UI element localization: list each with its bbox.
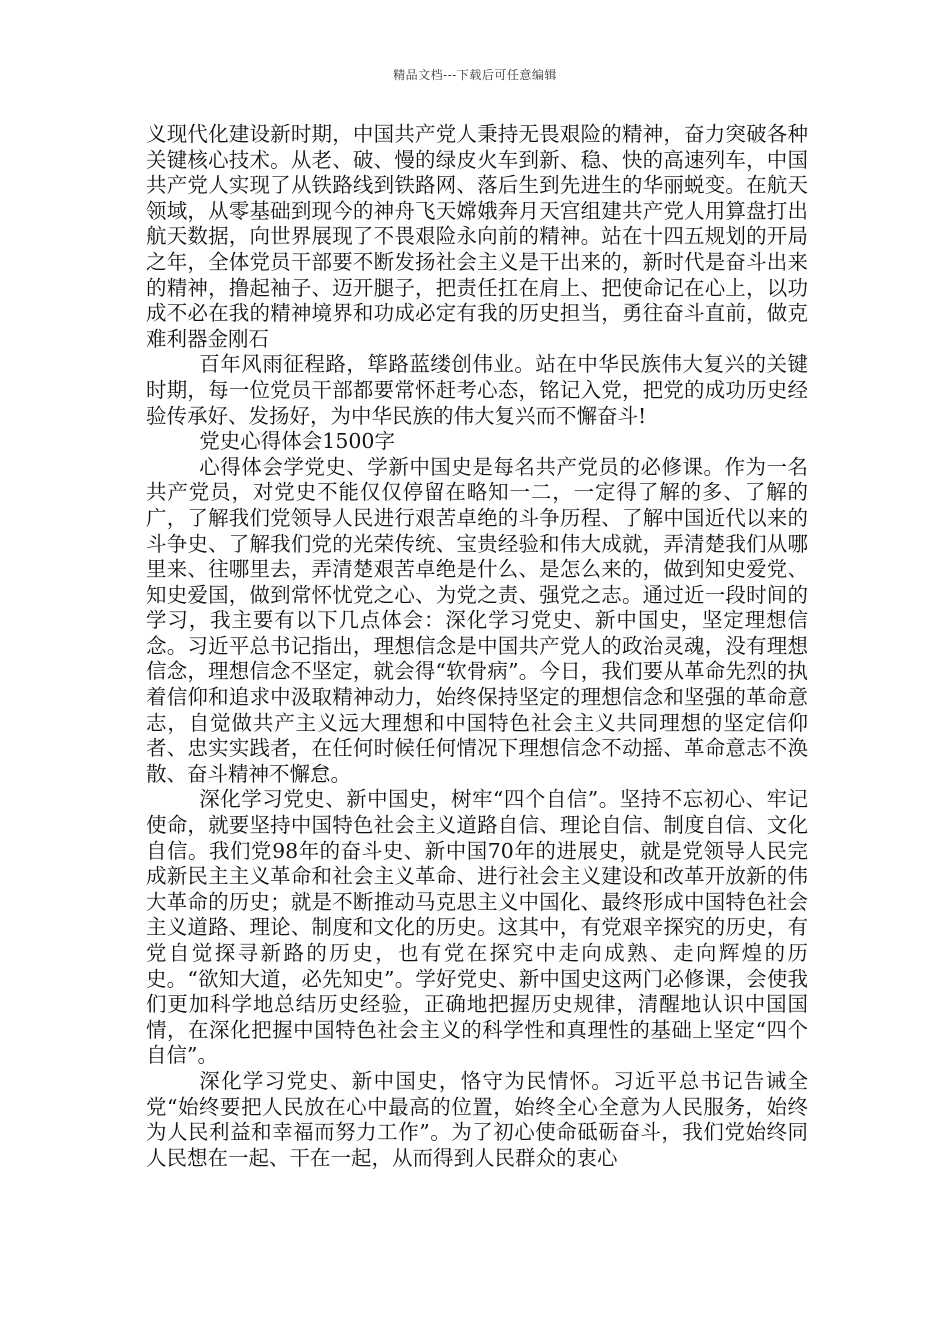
paragraph: 心得体会学党史、学新中国史是每名共产党员的必修课。作为一名共产党员，对党史不能仅仅停留在略知一二，一定得了解的多、了解的广，了解我们党领导人民进行艰苦卓绝的斗争历程、了解中国近代以来的斗争史、了解我们党的光荣传统、宝贵经验和伟大成就，弄清楚我们从哪里来、往哪里去，弄清楚艰苦卓绝是什么、是怎么来的，做到知史爱党、知史爱国，做到常怀忧党之心、为党之责、强党之志。通过近一段时间的学习，我主要有以下几点体会：深化学习党史、新中国史，坚定理想信念。习近平总书记指出，理想信念是中国共产党人的政治灵魂，没有理想信念，理想信念不坚定，就会得“软骨病”。今日，我们要从革命先烈的执着信仰和追求中汲取精神动力，始终保持坚定的理想信念和坚强的革命意志，自觉做共产主义远大理想和中国特色社会主义共同理想的坚定信仰者、忠实实践者，在任何时候任何情况下理想信念不动摇、革命意志不涣散、奋斗精神不懈怠。 [146, 454, 808, 786]
page-header: 精品文档---下载后可任意编辑 [393, 68, 557, 82]
paragraph: 百年风雨征程路，筚路蓝缕创伟业。站在中华民族伟大复兴的关键时期，每一位党员干部都要常怀赶考心态，铭记入党，把党的成功历史经验传承好、发扬好，为中华民族的伟大复兴而不懈奋斗! [146, 352, 808, 428]
paragraph: 深化学习党史、新中国史，恪守为民情怀。习近平总书记告诫全党“始终要把人民放在心中最高的位置，始终全心全意为人民服务，始终为人民利益和幸福而努力工作”。为了初心使命砥砺奋斗，我们党始终同人民想在一起、干在一起，从而得到人民群众的衷心 [146, 1068, 808, 1170]
section-title: 党史心得体会1500字 [199, 429, 395, 454]
paragraph-continuation: 义现代化建设新时期，中国共产党人秉持无畏艰险的精神，奋力突破各种关键核心技术。从老、破、慢的绿皮火车到新、稳、快的高速列车，中国共产党人实现了从铁路线到铁路网、落后生到先进生的华丽蜕变。在航天领域，从零基础到现今的神舟飞天嫦娥奔月天宫组建共产党人用算盘打出航天数据，向世界展现了不畏艰险永向前的精神。站在十四五规划的开局之年，全体党员干部要不断发扬社会主义是干出来的，新时代是奋斗出来的精神，撸起袖子、迈开腿子，把责任扛在肩上、把使命记在心上，以功成不必在我的精神境界和功成必定有我的历史担当，勇往奋斗直前，做克难利器金刚石 [146, 122, 808, 351]
document-body [146, 122, 808, 1171]
paragraph: 深化学习党史、新中国史，树牢“四个自信”。坚持不忘初心、牢记使命，就要坚持中国特色社会主义道路自信、理论自信、制度自信、文化自信。我们党98年的奋斗史、新中国70年的进展史，就是党领导人民完成新民主主义革命和社会主义革命、进行社会主义建设和改革开放新的伟大革命的历史；就是不断推动马克思主义中国化、最终形成中国特色社会主义道路、理论、制度和文化的历史。这其中，有党艰辛探究的历史，有党自觉探寻新路的历史，也有党在探究中走向成熟、走向辉煌的历史。“欲知大道，必先知史”。学好党史、新中国史这两门必修课，会使我们更加科学地总结历史经验，正确地把握历史规律，清醒地认识中国国情，在深化把握中国特色社会主义的科学性和真理性的基础上坚定“四个自信”。 [146, 787, 808, 1068]
